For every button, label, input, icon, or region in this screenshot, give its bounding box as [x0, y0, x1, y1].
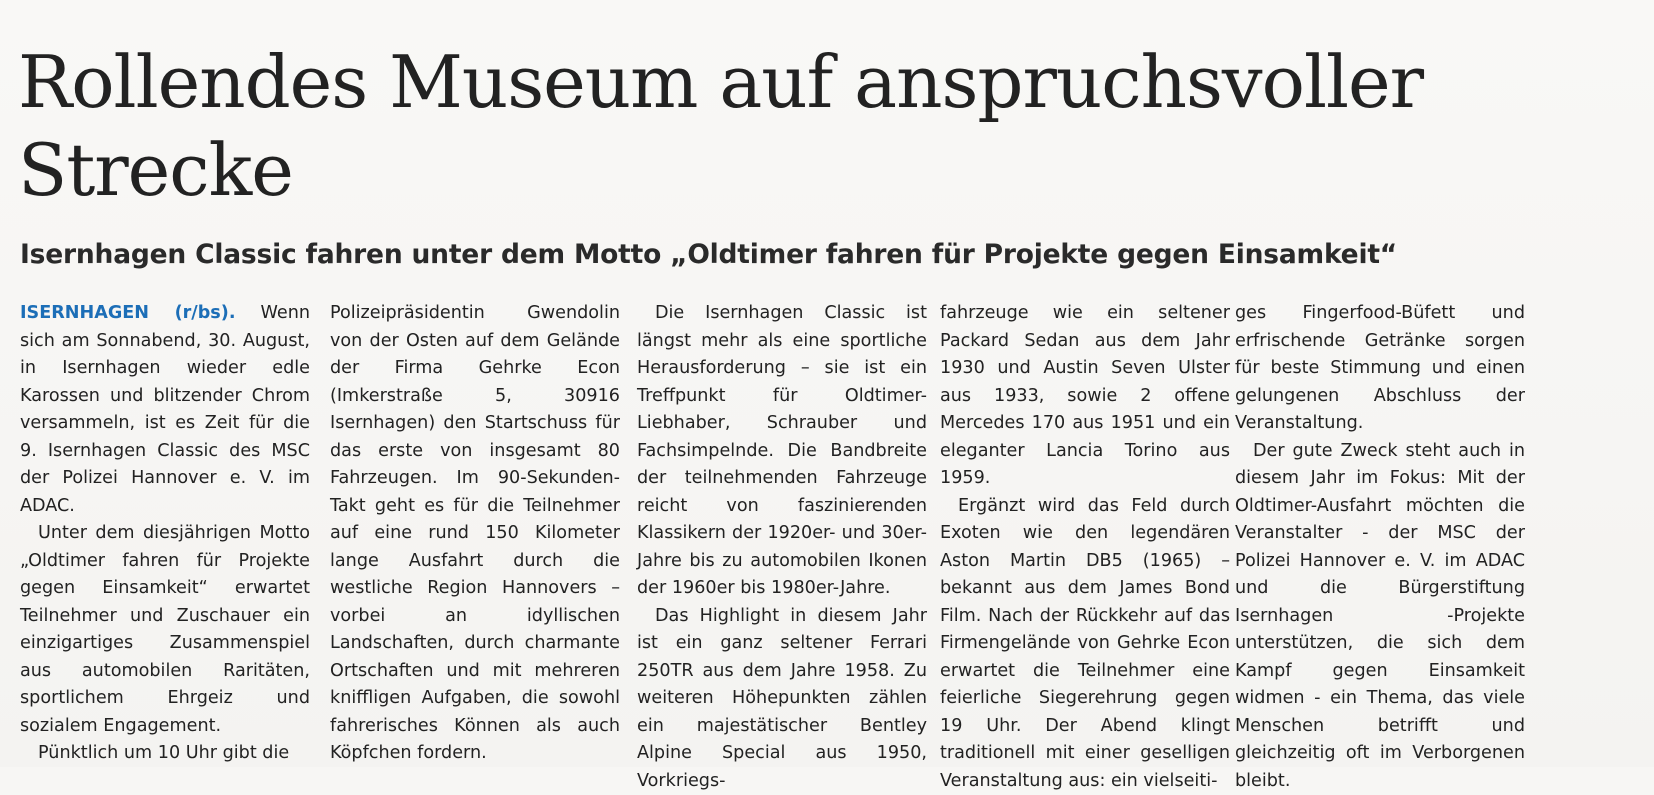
paragraph: Die Isernhagen Classic ist längst mehr als eine sportliche Herausforderung – sie ist ein Treffpunkt für Oldtimer-Liebhaber, Schrauber und Fachsimpelnde. Die Bandbreite der teilnehmenden Fahrzeuge reicht von faszinierenden Klassikern der 1920er- und 30er-Jahre bis zu automobilen Ikonen der 1960er bis 1980er-Jahre. [637, 300, 927, 603]
paragraph: Pünktlich um 10 Uhr gibt die [20, 740, 310, 768]
column-2 [330, 300, 620, 768]
column-3 [637, 300, 927, 795]
column-5 [1235, 300, 1525, 795]
column-1 [20, 300, 310, 768]
paragraph: Ergänzt wird das Feld durch Exoten wie den legendären Aston Martin DB5 (1965) – bekannt aus dem James Bond Film. Nach der Rückkehr auf das Firmengelände von Gehrke Econ erwartet die Teilnehmer eine feierliche Siegerehrung gegen 19 Uhr. Der Abend klingt traditionell mit einer geselligen Veranstaltung aus: ein vielseiti- [940, 493, 1230, 795]
dateline: ISERNHAGEN (r/bs). [20, 303, 236, 323]
article-body [20, 300, 1630, 745]
paragraph: Unter dem diesjährigen Motto „Oldtimer fahren für Projekte gegen Einsamkeit“ erwartet Teilnehmer und Zuschauer ein einzigartiges Zusammenspiel aus automobilen Raritäten, sportlichem Ehrgeiz und sozialem Engagement. [20, 520, 310, 740]
subheadline: Isernhagen Classic fahren unter dem Motto „Oldtimer fahren für Projekte gegen Einsamkeit“ [20, 238, 1620, 272]
paragraph: ges Fingerfood-Büfett und erfrischende Getränke sorgen für beste Stimmung und einen gelungenen Abschluss der Veranstaltung. [1235, 300, 1525, 438]
paragraph: Das Highlight in diesem Jahr ist ein ganz seltener Ferrari 250TR aus dem Jahre 1958. Zu weiteren Höhepunkten zählen ein majestätischer Bentley Alpine Special aus 1950, Vorkriegs- [637, 603, 927, 795]
paragraph: fahrzeuge wie ein seltener Packard Sedan aus dem Jahr 1930 und Austin Seven Ulster aus 1933, sowie 2 offene Mercedes 170 aus 1951 und ein eleganter Lancia Torino aus 1959. [940, 300, 1230, 493]
paragraph: Polizeipräsidentin Gwendolin von der Osten auf dem Gelände der Firma Gehrke Econ (Imkerstraße 5, 30916 Isernhagen) den Startschuss für das erste von insgesamt 80 Fahrzeugen. Im 90-Sekunden-Takt geht es für die Teilnehmer auf eine rund 150 Kilometer lange Ausfahrt durch die westliche Region Hannovers – vorbei an idyllischen Landschaften, durch charmante Ortschaften und mit mehreren kniffligen Aufgaben, die sowohl fahrerisches Können als auch Köpfchen fordern. [330, 300, 620, 768]
headline: Rollendes Museum auf anspruchsvoller Strecke [18, 38, 1598, 214]
paragraph: Der gute Zweck steht auch in diesem Jahr im Fokus: Mit der Oldtimer-Ausfahrt möchten die Veranstalter - der MSC der Polizei Hannover e. V. im ADAC und die Bürgerstiftung Isernhagen -Projekte unterstützen, die sich dem Kampf gegen Einsamkeit widmen - ein Thema, das viele Menschen betrifft und gleichzeitig oft im Verborgenen bleibt. [1235, 438, 1525, 795]
column-4 [940, 300, 1230, 795]
paragraph-text: Wenn sich am Sonnabend, 30. August, in Isernhagen wieder edle Karossen und blitzender Chrom versammeln, ist es Zeit für die 9. Isernhagen Classic des MSC der Polizei Hannover e. V. im ADAC. [20, 303, 310, 516]
paragraph [20, 300, 310, 520]
